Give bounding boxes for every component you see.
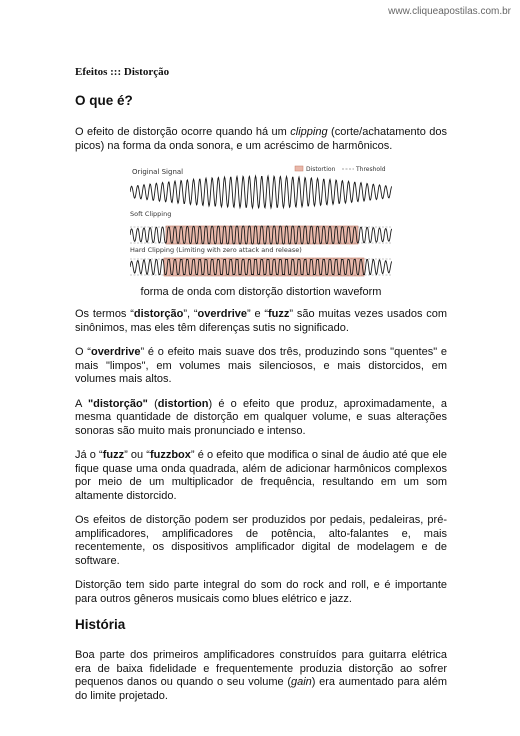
waveform-figure bbox=[75, 164, 447, 298]
legend-threshold-label: Threshold bbox=[356, 166, 386, 173]
term-fuzz: fuzz bbox=[268, 308, 290, 320]
text: ) é o efeito que produz, aproximadamente, a mesma quantidade de distorção em qualquer volume, e suas alterações sonoras são muito mais pronunciado e intenso. bbox=[75, 397, 447, 437]
document-body bbox=[75, 66, 447, 714]
original-signal-label: Original Signal bbox=[132, 168, 184, 176]
history-paragraph bbox=[75, 649, 447, 703]
text: ” são muitas vezes usados com sinônimos, mas eles têm diferenças sutis no significado. bbox=[75, 308, 447, 334]
legend-distortion-swatch bbox=[295, 166, 303, 171]
term-fuzzbox: fuzzbox bbox=[149, 449, 191, 461]
history-text-start: Boa parte dos primeiros amplificadores construídos para guitarra elétrica era de baixa fidelidade e frequentemente produzia distorção ao sofrer pequenos danos ou quando o seu volume ( bbox=[75, 649, 447, 688]
intro-text-end: (corte/achatamento dos picos) na forma da onda sonora, e um acréscimo de harmônicos. bbox=[75, 126, 448, 152]
term-distortion-en: distortion bbox=[157, 397, 209, 410]
text: A bbox=[75, 397, 88, 410]
text: ” é o efeito mais suave dos três, produzindo sons "quentes" e mais "limpos", em volumes mais silenciosos, e mais distorcidos, em volumes mais altos. bbox=[75, 346, 447, 385]
distortion-paragraph bbox=[75, 398, 447, 439]
hard-clipping-label: Hard Clipping (Limiting with zero attack and release) bbox=[130, 246, 302, 254]
fuzz-paragraph bbox=[75, 449, 447, 503]
original-signal-waveform bbox=[130, 176, 392, 208]
text: ( bbox=[147, 397, 158, 410]
terms-paragraph bbox=[75, 308, 447, 335]
devices-paragraph: Os efeitos de distorção podem ser produzidos por pedais, pedaleiras, pré-amplificadores, amplificadores de potência, alto-falantes e, mais recentemente, os dispositivos amplificador digital de modelagem e de software. bbox=[75, 514, 447, 567]
term-distortion: "distorção" bbox=[87, 397, 148, 410]
intro-paragraph bbox=[75, 126, 447, 153]
section-title-what-is: O que é? bbox=[75, 93, 133, 108]
term-distortion: distorção bbox=[133, 308, 184, 320]
rock-paragraph: Distorção tem sido parte integral do som do rock and roll, e é importante para outros gêneros musicais como blues elétrico e jazz. bbox=[75, 579, 447, 605]
intro-text-start: O efeito de distorção ocorre quando há um bbox=[75, 126, 291, 138]
overdrive-paragraph bbox=[75, 346, 447, 387]
waveform-image bbox=[130, 164, 392, 282]
text: O “ bbox=[75, 346, 91, 358]
figure-caption: forma de onda com distorção distortion waveform bbox=[140, 286, 382, 298]
text: ”, “ bbox=[183, 308, 198, 320]
text: ” é o efeito que modifica o sinal de áudio até que ele fique quase uma onda quadrada, além de adicionar harmônicos complexos por meio de um multiplicador de frequência, resultando em um som altamente distorcido. bbox=[75, 449, 447, 502]
document-label: Efeitos ::: Distorção bbox=[75, 66, 170, 78]
text: Já o “ bbox=[75, 449, 103, 461]
text: Os termos “ bbox=[75, 308, 134, 320]
section-title-history: História bbox=[75, 617, 126, 632]
legend-distortion-label: Distortion bbox=[306, 166, 336, 173]
history-emphasis: gain bbox=[291, 676, 312, 688]
intro-emphasis: clipping bbox=[290, 126, 328, 138]
term-fuzz: fuzz bbox=[102, 449, 125, 461]
term-overdrive: overdrive bbox=[90, 346, 141, 358]
site-url[interactable]: www.cliqueapostilas.com.br bbox=[388, 6, 511, 17]
text: ” ou “ bbox=[124, 449, 150, 461]
history-text-end: ) era aumentado para além do limite projetado. bbox=[75, 676, 447, 702]
text: ” e “ bbox=[247, 308, 269, 320]
term-overdrive: overdrive bbox=[197, 308, 248, 320]
soft-clipping-label: Soft Clipping bbox=[130, 210, 172, 218]
